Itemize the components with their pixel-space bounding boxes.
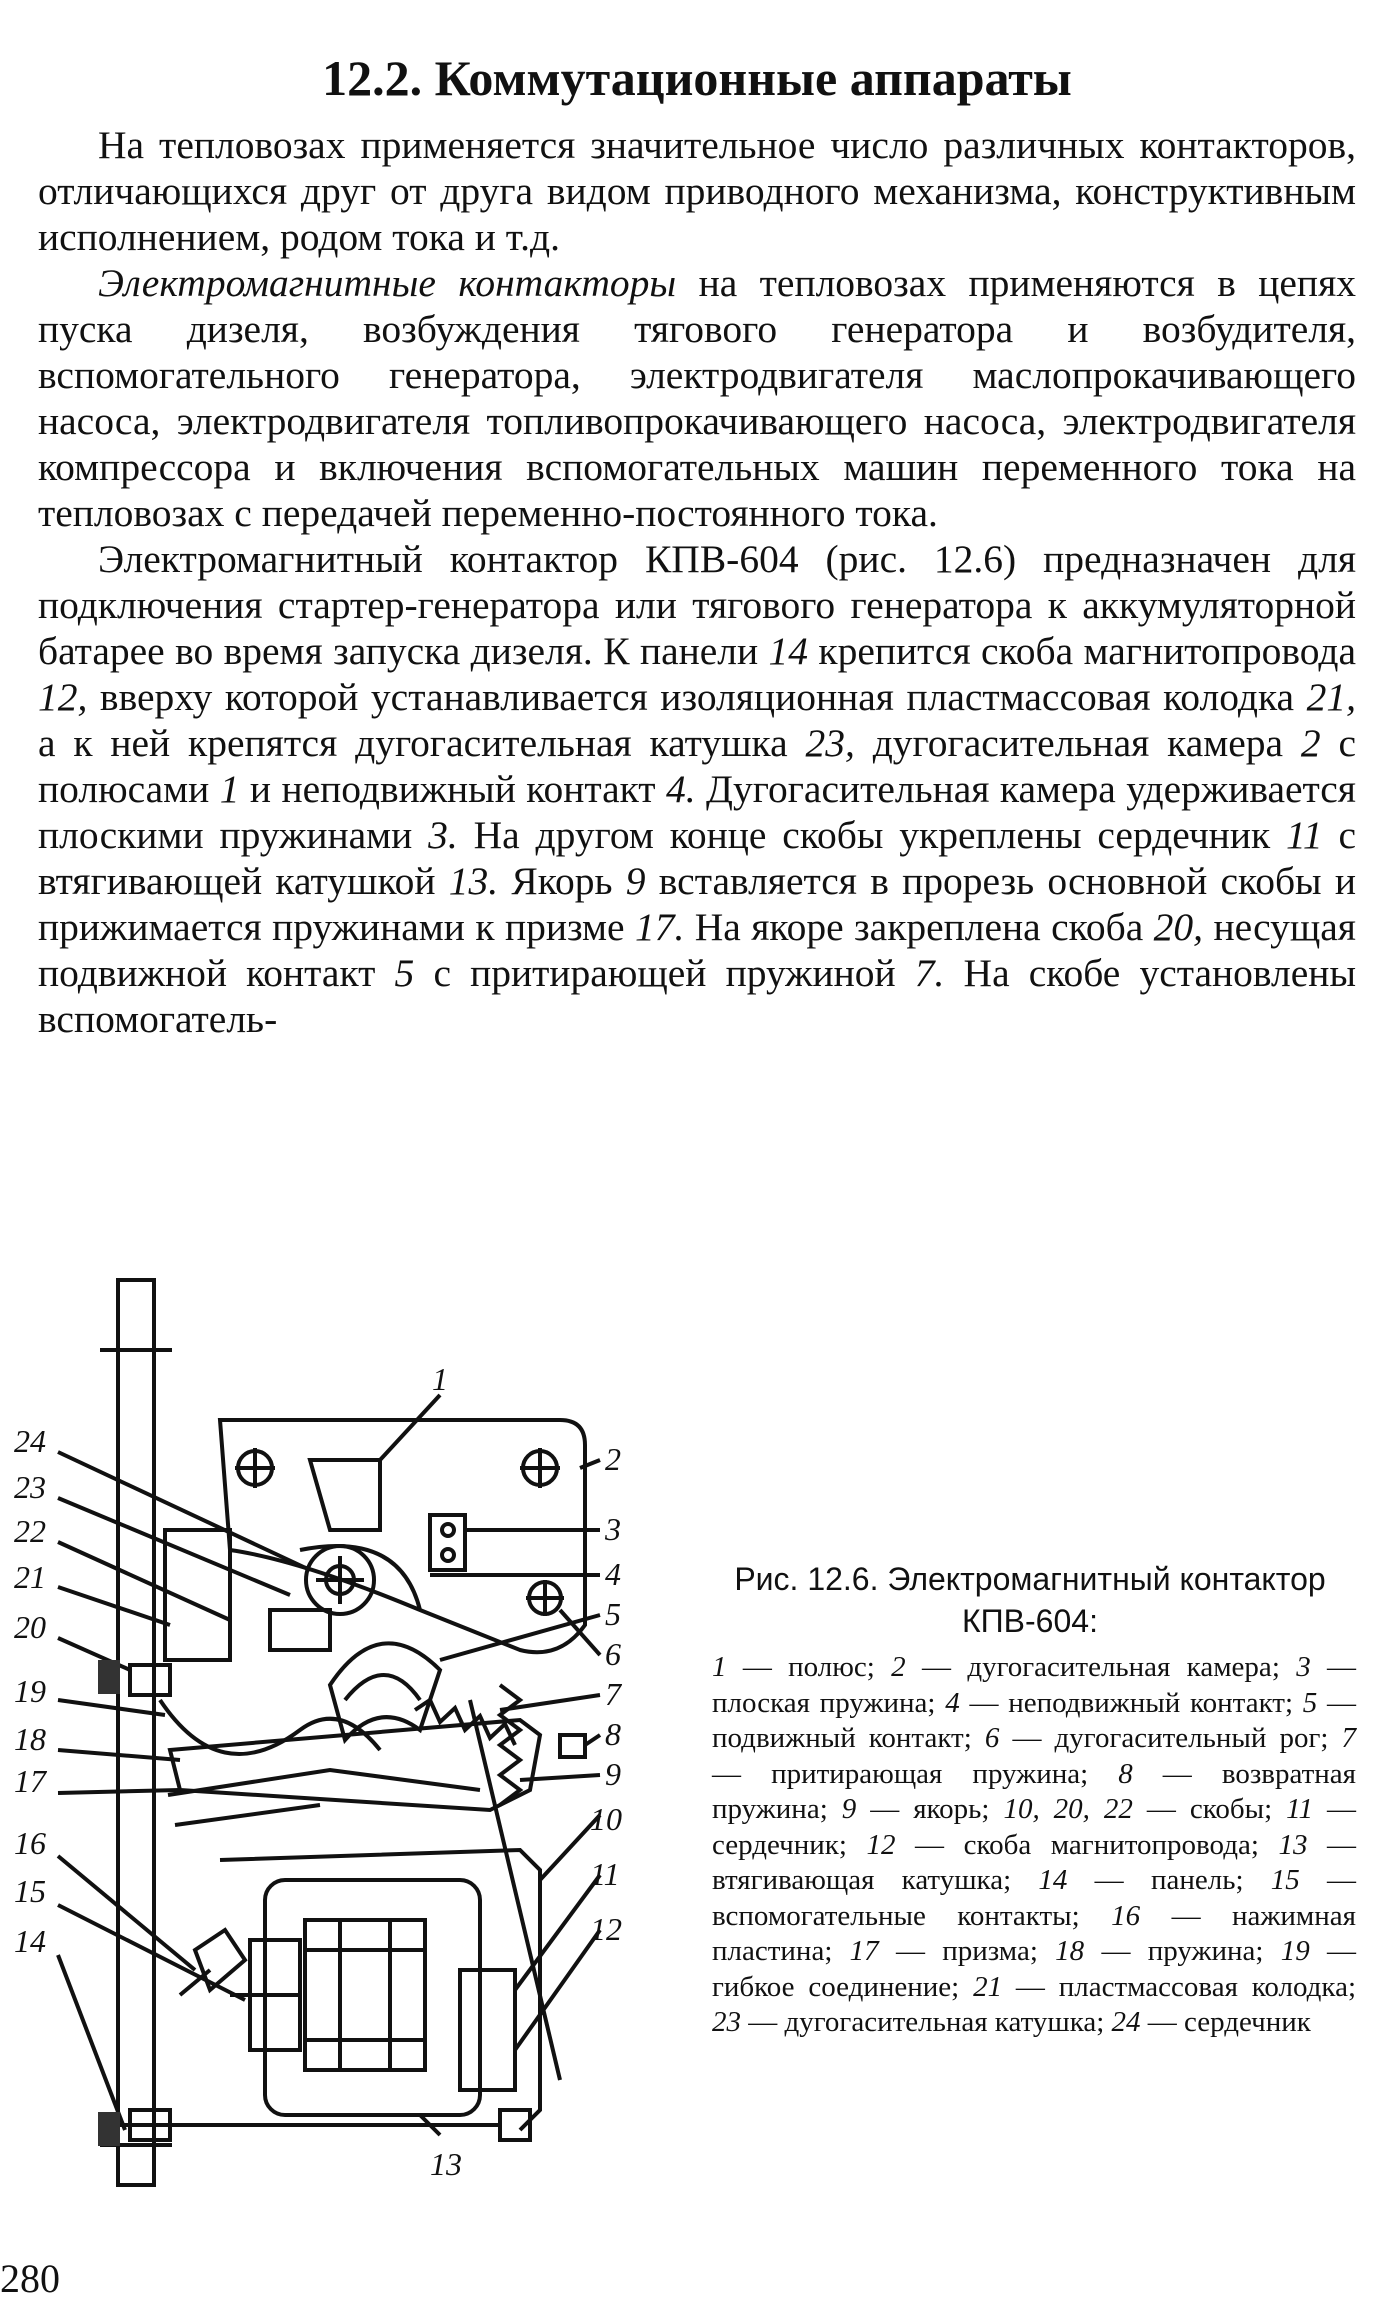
legend-item-number: 2 <box>891 1651 906 1683</box>
p3-seg-p: На скобе установлены вспомогатель- <box>38 951 1356 1041</box>
fig-label-4: 4 <box>605 1556 621 1592</box>
legend-item: 24 — сердечник <box>1111 2006 1311 2038</box>
legend-item-number: 7 <box>1341 1722 1356 1754</box>
fig-label-6: 6 <box>605 1636 621 1672</box>
ref-1: 1 <box>219 767 240 811</box>
fig-label-19: 19 <box>14 1673 46 1709</box>
panel-14-shape <box>118 1280 154 2185</box>
legend-item-number: 18 <box>1055 1935 1085 1967</box>
legend-item-number: 21 <box>973 1970 1003 2003</box>
legend-item-number: 15 <box>1270 1864 1300 1896</box>
fig-label-23: 23 <box>14 1469 46 1505</box>
ref-21: 21, <box>1306 675 1356 719</box>
legend-item: 21 — пластмассовая колодка; <box>973 1970 1356 2003</box>
section-title: 12.2. Коммутационные аппараты <box>322 50 1072 106</box>
fig-label-12: 12 <box>590 1911 622 1947</box>
legend-item: 19 — гибкое соединение; <box>712 1935 1357 2003</box>
legend-item-number: 4 <box>945 1686 960 1719</box>
legend-item-text: возвратная пружина <box>712 1757 1357 1825</box>
legend-item-text: скобы <box>1189 1793 1265 1825</box>
legend-item: 13 — втягивающая катушка; <box>712 1828 1357 1896</box>
ref-23: 23, <box>805 721 855 765</box>
body-text <box>38 122 1356 1042</box>
fig-label-15: 15 <box>14 1873 46 1909</box>
fig-label-20: 20 <box>14 1609 46 1645</box>
legend-item-number: 24 <box>1111 2006 1141 2038</box>
fig-label-24: 24 <box>14 1423 46 1459</box>
page-number: 280 <box>0 2256 60 2301</box>
legend-item-text: гибкое соединение <box>712 1970 952 2003</box>
legend-item-text: сердечник <box>712 1828 839 1861</box>
legend-item: 17 — призма; <box>849 1935 1056 1967</box>
paragraph-2-text: на тепловозах применяются в цепях пуска дизеля, возбуждения тягового генератора и возбудителя, вспомогательного генератора, электродвигателя маслопрокачивающего насоса, электродвигателя топливопрокачивающего насоса, электродвигателя компрессора и включения вспомогательных машин переменного тока на тепловозах с передачей переменно-постоянного тока. <box>38 261 1356 535</box>
legend-item: 18 — пружина; <box>1055 1935 1281 1967</box>
fig-label-3: 3 <box>605 1511 621 1547</box>
legend-item-text: скоба магнитопровода <box>963 1828 1251 1861</box>
figure-caption-legend <box>712 1650 1356 2041</box>
p3-seg-i: На другом конце скобы укреплены сердечник <box>457 813 1287 857</box>
p3-seg-o: с притирающей пружиной <box>414 951 915 995</box>
legend-item-text: подвижный контакт <box>712 1722 964 1754</box>
legend-item-number: 3 <box>1296 1651 1311 1683</box>
legend-item: 5 — подвижный контакт; <box>712 1686 1357 1754</box>
ref-14: 14 <box>768 629 809 673</box>
ref-13: 13. <box>448 859 499 903</box>
legend-item: 4 — неподвижный контакт; <box>945 1686 1303 1719</box>
legend-item-number: 9 <box>841 1793 857 1825</box>
p3-seg-b: крепится скоба магнитопровода <box>808 629 1357 673</box>
p3-seg-d: а к ней крепятся дугогасительная катушка <box>38 721 806 765</box>
contactor-drawing <box>0 1230 700 2210</box>
legend-item-text: пластмассовая колодка <box>1058 1970 1348 2003</box>
legend-item-text: нажимная пластина <box>712 1899 1357 1967</box>
fig-label-17: 17 <box>14 1763 46 1799</box>
fig-label-16: 16 <box>14 1825 46 1861</box>
paragraph-1: На тепловозах применяется значительное число различных контакторов, отличающихся друг от друга видом приводного механизма, конструктивным исполнением, родом тока и т.д. <box>38 123 1356 259</box>
legend-item: 23 — дугогасительная катушка; <box>712 2006 1112 2038</box>
term-electromagnetic-contactors: Электромагнитные контакторы <box>98 261 677 305</box>
legend-item-number: 19 <box>1280 1935 1310 1967</box>
fig-label-2: 2 <box>605 1441 621 1477</box>
fig-label-14: 14 <box>14 1923 46 1959</box>
p3-seg-m: На якоре закреплена скоба <box>684 905 1154 949</box>
p3-seg-e: дугогасительная камера <box>854 721 1301 765</box>
legend-item: 12 — скоба магнитопровода; <box>866 1828 1279 1861</box>
legend-item-text: вспомогательные контакты <box>712 1899 1072 1932</box>
paragraph-3 <box>38 536 1356 1042</box>
p3-seg-a: Электромагнитный контактор КПВ-604 (рис. 12.6) предназначен для подключения стартер-генератора или тягового генератора к аккумуляторной батарее во время запуска дизеля. К панели <box>38 537 1356 673</box>
p3-seg-f: с полюсами <box>38 721 1356 811</box>
fig-label-8: 8 <box>605 1716 621 1752</box>
legend-item: 6 — дугогасительный рог; <box>984 1722 1342 1754</box>
fig-label-7: 7 <box>605 1676 621 1712</box>
legend-item-number: 12 <box>866 1828 896 1861</box>
fig-label-18: 18 <box>14 1721 46 1757</box>
legend-item-text: дугогасительная катушка <box>784 2006 1097 2038</box>
ref-9: 9 <box>625 859 646 903</box>
legend-item-text: втягивающая катушка <box>712 1864 1004 1896</box>
legend-item: 8 — возвратная пружина; <box>712 1757 1357 1825</box>
p3-seg-h: Дугогасительная камера удерживается плоскими пружинами <box>38 767 1356 857</box>
figure-caption-title: Рис. 12.6. Электромагнитный контактор КПВ-604: <box>734 1561 1326 1639</box>
ref-20: 20, <box>1153 905 1204 949</box>
legend-item-text: дугогасительная камера <box>967 1651 1272 1683</box>
fig-label-21: 21 <box>14 1559 46 1595</box>
fig-label-10: 10 <box>590 1801 622 1837</box>
legend-item: 15 — вспомогательные контакты; <box>712 1864 1357 1932</box>
ref-5: 5 <box>394 951 415 995</box>
legend-item-text: неподвижный контакт <box>1008 1686 1285 1719</box>
p3-seg-j: с втягивающей катушкой <box>38 813 1356 903</box>
p3-seg-c: вверху которой устанавливается изоляционная пластмассовая колодка <box>87 675 1307 719</box>
p3-seg-k: Якорь <box>498 859 626 903</box>
ref-4: 4. <box>666 767 696 811</box>
p3-seg-n: несущая подвижной контакт <box>38 905 1356 995</box>
contactor-diagram <box>0 1230 700 2210</box>
ref-17: 17. <box>634 905 685 949</box>
fig-label-9: 9 <box>605 1756 621 1792</box>
legend-item: 2 — дугогасительная камера; <box>891 1651 1297 1683</box>
fig-label-22: 22 <box>14 1513 46 1549</box>
legend-item-text: сердечник <box>1184 2006 1311 2038</box>
p3-seg-l: вставляется в прорезь основной скобы и прижимается пружинами к призме <box>38 859 1356 949</box>
p3-seg-g: и неподвижный контакт <box>239 767 666 811</box>
legend-item-number: 14 <box>1038 1864 1068 1896</box>
fig-label-1: 1 <box>432 1361 448 1397</box>
legend-item-text: пружина <box>1147 1935 1256 1967</box>
legend-item-text: притирающая пружина <box>771 1757 1081 1790</box>
legend-item-number: 10, 20, 22 <box>1003 1793 1133 1825</box>
legend-item-number: 23 <box>712 2006 741 2038</box>
fig-label-13: 13 <box>430 2146 462 2182</box>
legend-item-number: 17 <box>849 1935 879 1967</box>
legend-item-text: дугогасительный рог <box>1054 1722 1321 1754</box>
ref-2: 2 <box>1300 721 1321 765</box>
legend-item-text: призма <box>942 1935 1030 1967</box>
legend-item: 3 — плоская пружина; <box>712 1651 1357 1719</box>
paragraph-2 <box>38 260 1356 536</box>
legend-item: 9 — якорь; <box>841 1793 1004 1825</box>
legend-item-number: 5 <box>1302 1686 1318 1719</box>
bushing-lower <box>98 2112 120 2146</box>
ref-7: 7. <box>914 951 945 995</box>
legend-item-number: 13 <box>1278 1828 1308 1861</box>
ref-12: 12, <box>38 675 88 719</box>
legend-item-text: полюс <box>788 1651 867 1683</box>
legend-item: 10, 20, 22 — скобы; <box>1003 1793 1287 1825</box>
legend-item: 1 — полюс; <box>712 1651 892 1683</box>
legend-item-text: якорь <box>913 1793 982 1825</box>
legend-item-text: панель <box>1150 1864 1236 1896</box>
legend-item: 16 — нажимная пластина; <box>712 1899 1357 1967</box>
legend-item-text: плоская пружина <box>712 1686 928 1719</box>
ref-3: 3. <box>428 813 458 857</box>
legend-item: 11 — сердечник; <box>712 1793 1357 1861</box>
ref-11: 11 <box>1286 813 1323 857</box>
legend-item-number: 6 <box>984 1722 1000 1754</box>
legend-item-number: 11 <box>1286 1793 1314 1825</box>
legend-item-number: 8 <box>1118 1757 1133 1790</box>
legend-item-number: 16 <box>1111 1899 1141 1932</box>
bushing-upper <box>98 1660 120 1694</box>
legend-item: 14 — панель; <box>1038 1864 1271 1896</box>
fig-label-5: 5 <box>605 1596 621 1632</box>
legend-item: 7 — притирающая пружина; <box>712 1722 1356 1790</box>
legend-item-number: 1 <box>712 1651 727 1683</box>
fig-label-11: 11 <box>590 1856 620 1892</box>
